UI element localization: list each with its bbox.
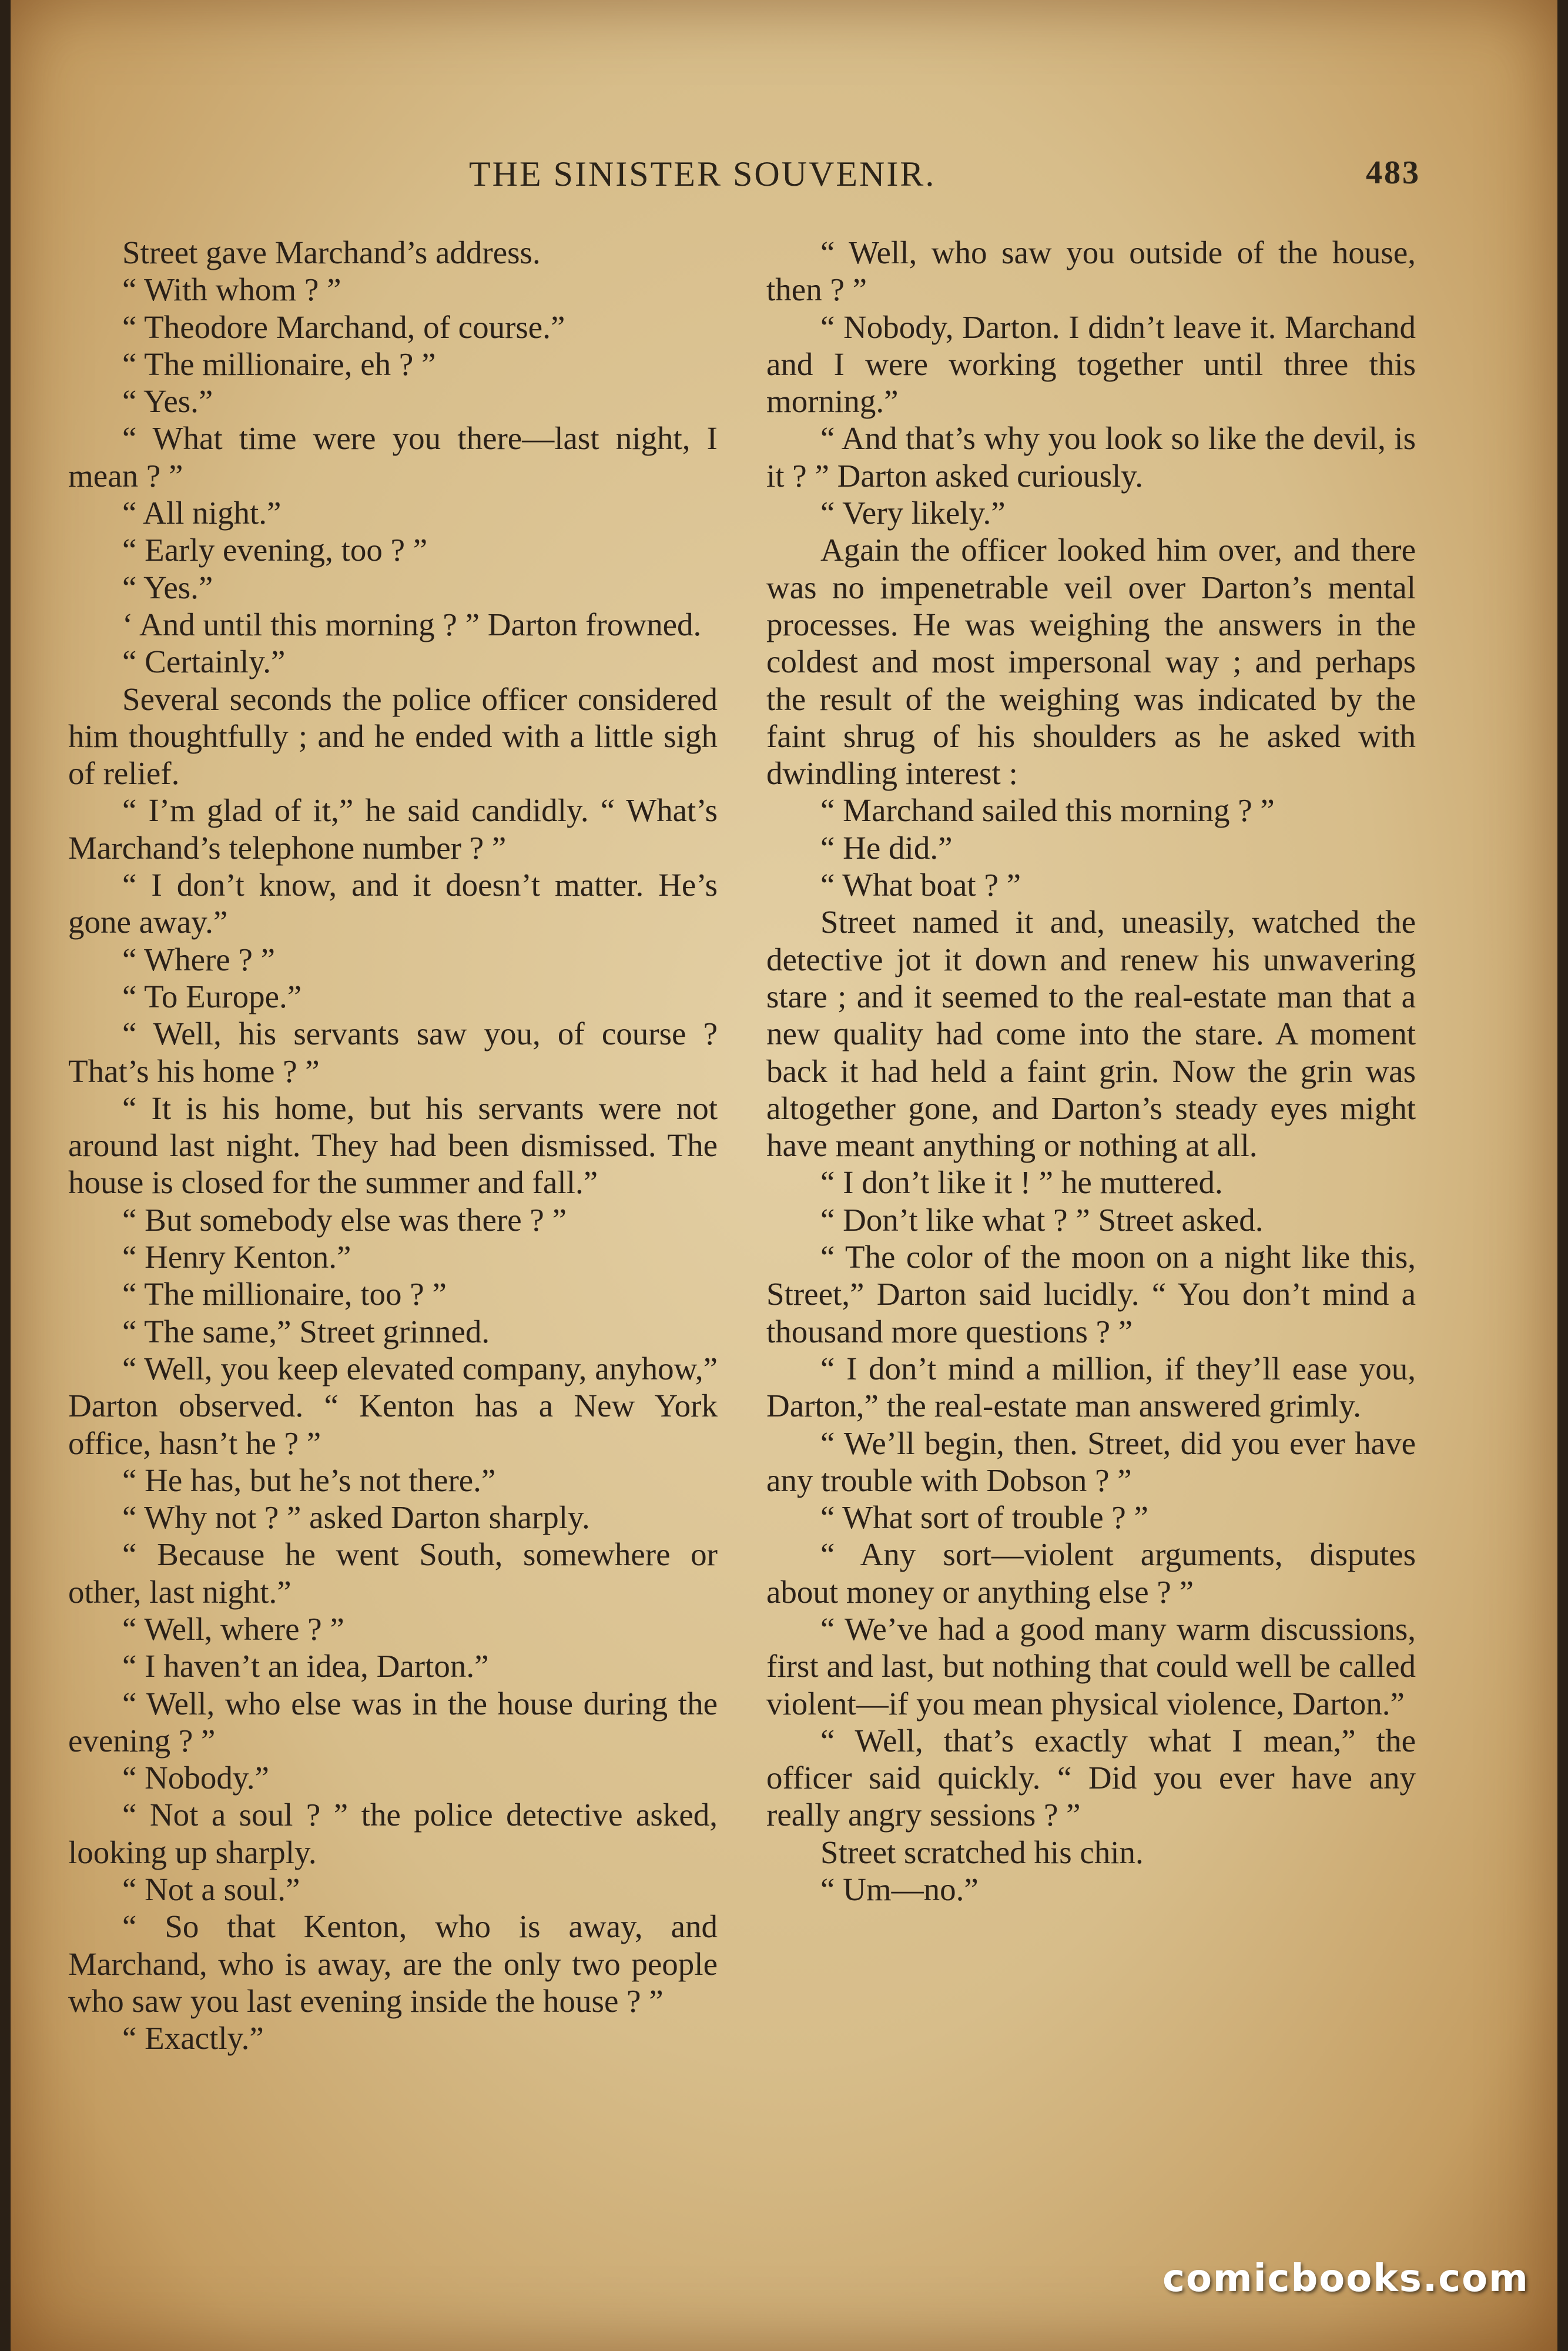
paragraph: “ We’ve had a good many warm discussions, first and last, but nothing that could well be called violent—if you mean physical violence, Darton.”: [766, 1610, 1416, 1722]
paragraph: “ Certainly.”: [122, 644, 286, 680]
paragraph: “ Henry Kenton.”: [122, 1239, 351, 1275]
paragraph: “ He has, but he’s not there.”: [122, 1462, 496, 1498]
paragraph: “ Very likely.”: [820, 495, 1006, 531]
paragraph: “ Well, his servants saw you, of course ? That’s his home ? ”: [68, 1016, 718, 1089]
paragraph: “ Early evening, too ? ”: [122, 532, 428, 568]
paragraph: “ Well, you keep elevated company, anyhow,” Darton observed. “ Kenton has a New York office, hasn’t he ? ”: [68, 1350, 718, 1461]
left-column: [68, 234, 718, 2057]
paragraph: “ Because he went South, somewhere or other, last night.”: [68, 1536, 718, 1610]
paragraph: “ He did.”: [820, 829, 953, 866]
paragraph: “ What boat ? ”: [820, 867, 1021, 903]
paragraph: “ But somebody else was there ? ”: [122, 1201, 567, 1238]
paragraph: “ Theodore Marchand, of course.”: [122, 309, 565, 345]
paragraph: “ Well, who else was in the house during the evening ? ”: [68, 1685, 718, 1759]
paragraph: “ To Europe.”: [122, 978, 302, 1014]
paragraph: “ I haven’t an idea, Darton.”: [122, 1648, 489, 1684]
paragraph: Several seconds the police officer considered him thoughtfully ; and he ended with a little sigh of relief.: [68, 681, 718, 792]
paragraph: “ Yes.”: [122, 569, 213, 605]
paragraph: “ Where ? ”: [122, 941, 276, 977]
watermark: comicbooks.com: [1162, 2257, 1529, 2300]
paragraph: “ Not a soul.”: [122, 1871, 300, 1908]
paragraph: Street named it and, uneasily, watched the detective jot it down and renew his unwavering stare ; and it seemed to the real-estate man that a new quality had come into the stare. A moment back it had held a faint grin. Now the grin was altogether gone, and Darton’s steady eyes might have meant anything or nothing at all.: [766, 904, 1416, 1164]
paragraph: “ I don’t like it ! ” he muttered.: [820, 1164, 1223, 1201]
paragraph: “ The millionaire, eh ? ”: [122, 346, 436, 382]
paragraph: “ Nobody.”: [122, 1760, 269, 1796]
paragraph: “ All night.”: [122, 495, 282, 531]
paragraph: “ The millionaire, too ? ”: [122, 1276, 447, 1312]
paragraph: “ I don’t mind a million, if they’ll ease you, Darton,” the real-estate man answered grimly.: [766, 1350, 1416, 1424]
paragraph: “ So that Kenton, who is away, and Marchand, who is away, are the only two people who saw you last evening inside the house ? ”: [68, 1908, 718, 2019]
right-column: [766, 234, 1416, 1908]
paragraph: “ Um—no.”: [820, 1871, 979, 1908]
paragraph: Street scratched his chin.: [820, 1834, 1144, 1870]
paragraph: “ The same,” Street grinned.: [122, 1313, 490, 1349]
page-header: [11, 154, 1557, 201]
page-number: 483: [1366, 155, 1420, 191]
paragraph: “ What time were you there—last night, I mean ? ”: [68, 420, 718, 494]
paragraph: “ Why not ? ” asked Darton sharply.: [122, 1499, 590, 1536]
paragraph: “ I’m glad of it,” he said candidly. “ What’s Marchand’s telephone number ? ”: [68, 792, 718, 866]
paragraph: “ Don’t like what ? ” Street asked.: [820, 1201, 1264, 1238]
paragraph: “ Well, that’s exactly what I mean,” the officer said quickly. “ Did you ever have any really angry sessions ? ”: [766, 1722, 1416, 1833]
paragraph: “ We’ll begin, then. Street, did you ever have any trouble with Dobson ? ”: [766, 1425, 1416, 1498]
paragraph: “ I don’t know, and it doesn’t matter. He’s gone away.”: [68, 867, 718, 940]
paragraph: “ The color of the moon on a night like this, Street,” Darton said lucidly. “ You don’t mind a thousand more questions ? ”: [766, 1239, 1416, 1349]
paragraph: “ Any sort—violent arguments, disputes about money or anything else ? ”: [766, 1536, 1416, 1610]
paragraph: “ Well, where ? ”: [122, 1610, 344, 1647]
paragraph: “ Not a soul ? ” the police detective asked, looking up sharply.: [68, 1797, 718, 1870]
paragraph: “ Well, who saw you outside of the house, then ? ”: [766, 235, 1416, 308]
paragraph: “ Marchand sailed this morning ? ”: [820, 792, 1275, 829]
paragraph: “ It is his home, but his servants were not around last night. They had been dismissed. The house is closed for the summer and fall.”: [68, 1090, 718, 1201]
paragraph: “ Exactly.”: [122, 2020, 264, 2057]
magazine-page: [11, 0, 1557, 2351]
paragraph: “ And that’s why you look so like the devil, is it ? ” Darton asked curiously.: [766, 420, 1416, 494]
paragraph: “ Yes.”: [122, 383, 213, 420]
paragraph: “ Nobody, Darton. I didn’t leave it. Marchand and I were working together until three this morning.”: [766, 309, 1416, 420]
paragraph: “ With whom ? ”: [122, 272, 341, 308]
running-title: THE SINISTER SOUVENIR.: [469, 155, 936, 193]
paragraph: “ What sort of trouble ? ”: [820, 1499, 1148, 1536]
paragraph: ‘ And until this morning ? ” Darton frowned.: [122, 606, 702, 642]
paragraph: Again the officer looked him over, and there was no impenetrable veil over Darton’s mental processes. He was weighing the answers in the coldest and most impersonal way ; and perhaps the result of the weighing was indicated by the faint shrug of his shoulders as he asked with dwindling interest :: [766, 532, 1416, 792]
paragraph: Street gave Marchand’s address.: [122, 235, 541, 270]
